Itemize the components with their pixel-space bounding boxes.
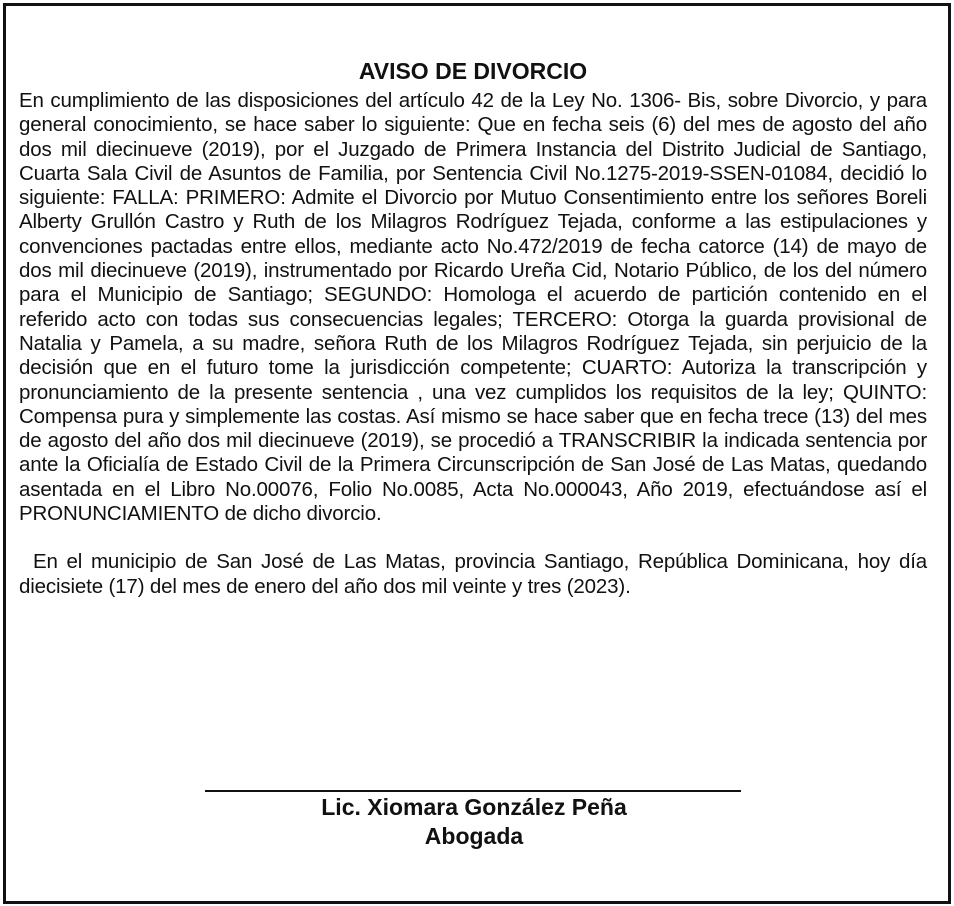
notice-body: En cumplimiento de las disposiciones del artículo 42 de la Ley No. 1306- Bis, sobre Divorcio, y para general conocimiento, se hace saber lo siguiente: Que en fecha seis (6) del mes de agosto del año dos mil diecinueve (2019), por el Juzgado de Primera Instancia del Distrito Judicial de Santiago, Cuarta Sala Civil de Asuntos de Familia, por Sentencia Civil No.1275-2019-SSEN-01084, decidió lo siguiente: FALLA: PRIMERO: Admite el Divorcio por Mutuo Consentimiento entre los señores Boreli Alberty Grullón Castro y Ruth de los Milagros Rodríguez Tejada, conforme a las estipulaciones y convenciones pactadas entre ellos, mediante acto No.472/2019 de fecha catorce (14) de mayo de dos mil diecinueve (2019), instrumentado por Ricardo Ureña Cid, Notario Público, de los del número para el Municipio de Santiago; SEGUNDO: Homologa el acuerdo de partición contenido en el referido acto con todas sus consecuencias legales; TERCERO: Otorga la guarda provisional de Natalia y Pamela, a su madre, señora Ruth de los Milagros Rodríguez Tejada, sin perjuicio de la decisión que en el futuro tome la jurisdicción competente; CUARTO: Autoriza la transcripción y pronunciamiento de la presente sentencia , una vez cumplidos los requisitos de la ley; QUINTO: Compensa pura y simplemente las costas. Así mismo se hace saber que en fecha trece (13) del mes de agosto del año dos mil diecinueve (2019), se procedió a TRANSCRIBIR la indicada sentencia por ante la Oficialía de Estado Civil de la Primera Circunscripción de San José de Las Matas, quedando asentada en el Libro No.00076, Folio No.0085, Acta No.000043, Año 2019, efectuándose así el PRONUNCIAMIENTO de dicho divorcio. xyxy=(19,89,927,526)
signature-name: Lic. Xiomara González Peña xyxy=(321,794,627,820)
signature-role: Abogada xyxy=(424,823,524,849)
notice-closing: En el municipio de San José de Las Matas, provincia Santiago, República Dominicana, hoy día diecisiete (17) del mes de enero del año dos mil veinte y tres (2023). xyxy=(19,550,927,598)
notice-title: AVISO DE DIVORCIO xyxy=(358,58,588,84)
notice-content xyxy=(19,55,927,599)
